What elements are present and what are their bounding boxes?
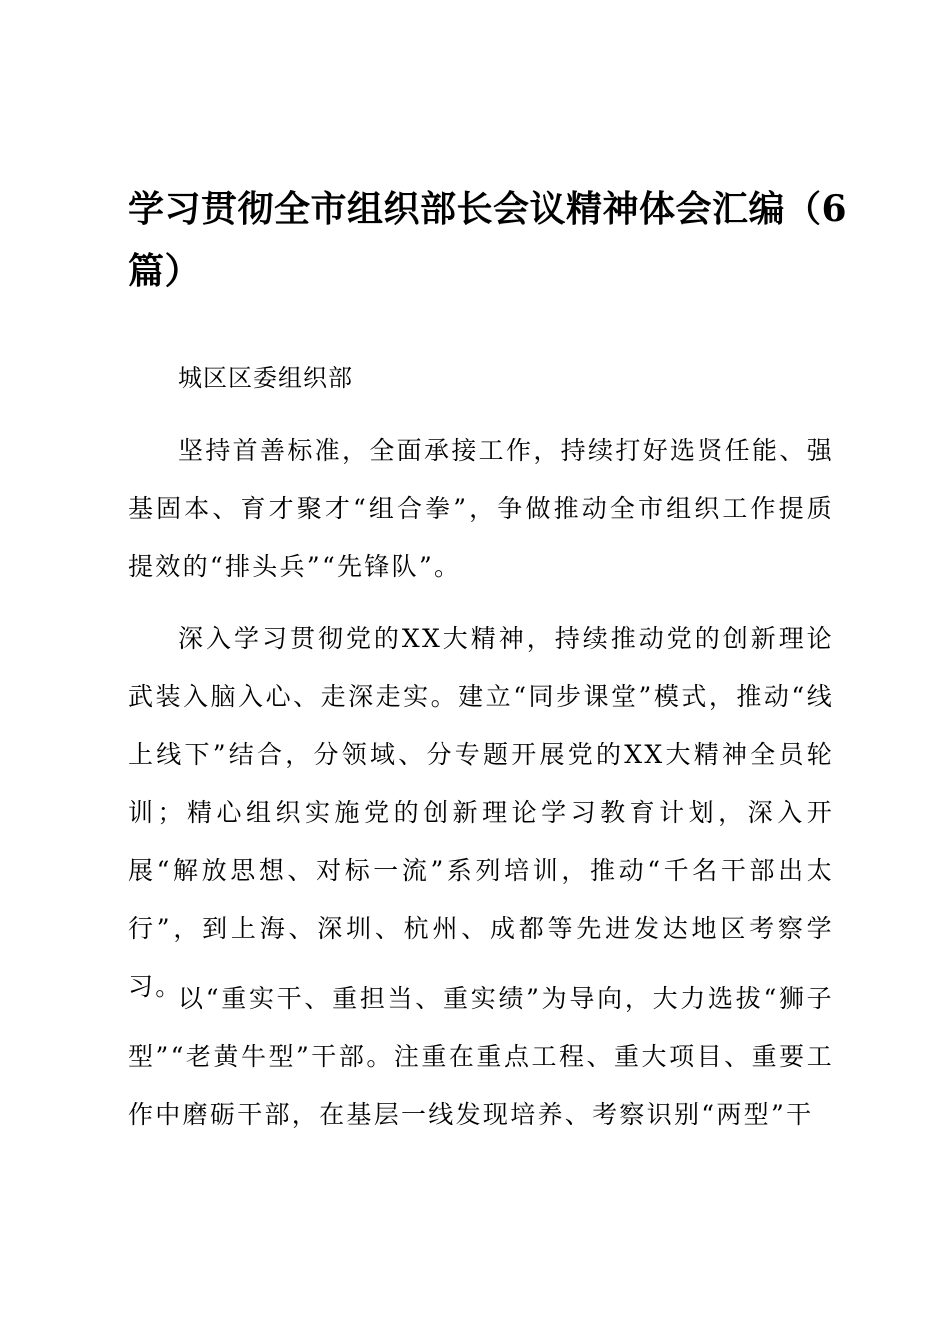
document-title: 学习贯彻全市组织部长会议精神体会汇编（6篇） xyxy=(128,188,848,292)
paragraph-3: 以“重实干、重担当、重实绩”为导向，大力选拔“狮子型”“老黄牛型”干部。注重在重点工程、重大项目、重要工作中磨砺干部，在基层一线发现培养、考察识别“两型”干 xyxy=(128,984,834,1129)
document-author: 城区区委组织部 xyxy=(178,364,353,392)
paragraph-1: 坚持首善标准，全面承接工作，持续打好选贤任能、强基固本、育才聚才“组合拳”，争做推动全市组织工作提质提效的“排头兵”“先锋队”。 xyxy=(128,436,834,581)
paragraph-2: 深入学习贯彻党的XX大精神，持续推动党的创新理论武装入脑入心、走深走实。建立“同步课堂”模式，推动“线上线下”结合，分领域、分专题开展党的XX大精神全员轮训；精心组织实施党的创新理论学习教育计划，深入开展“解放思想、对标一流”系列培训，推动“千名干部出太行”，到上海、深圳、杭州、成都等先进发达地区考察学习。 xyxy=(128,624,834,1001)
